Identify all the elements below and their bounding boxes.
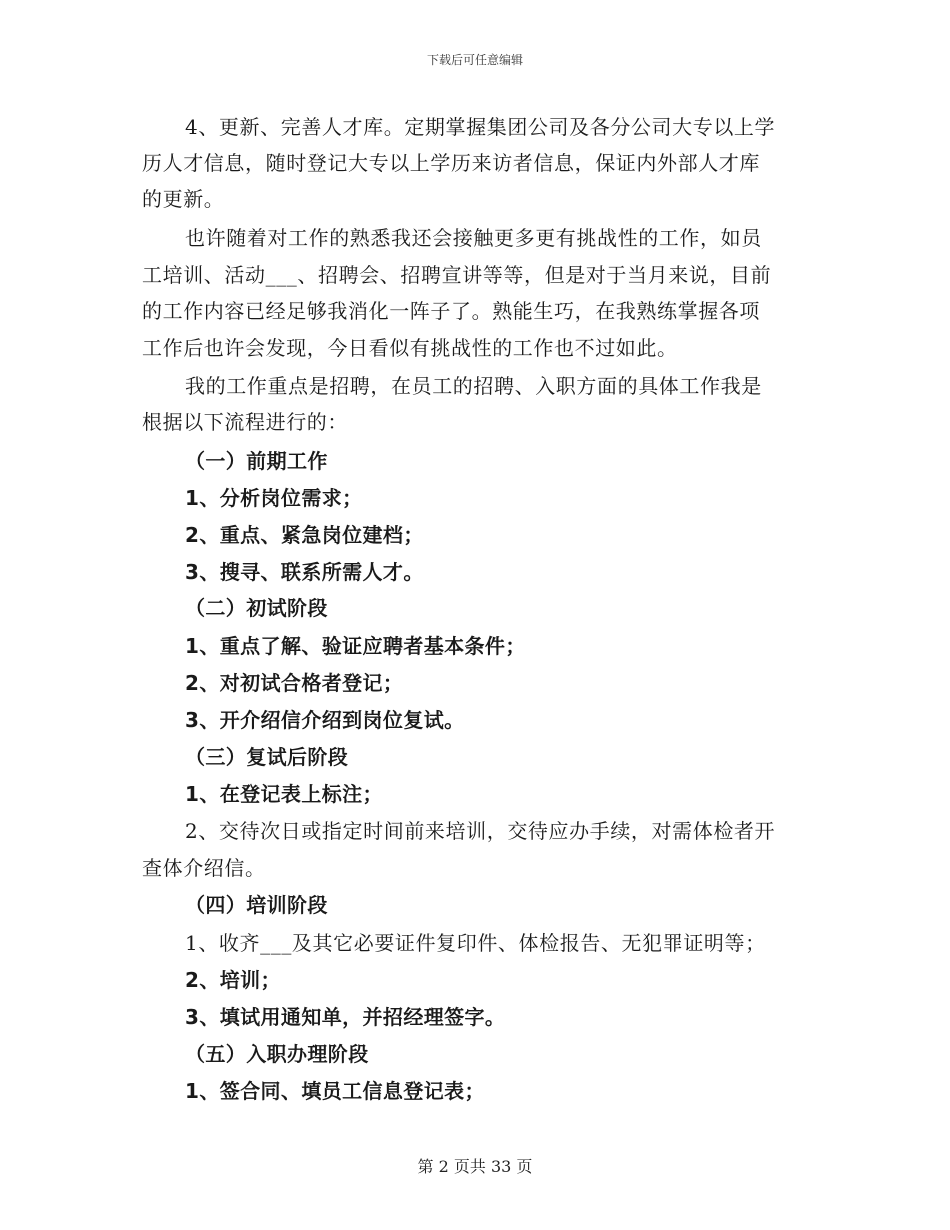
- section-heading: （四）培训阶段: [185, 893, 328, 917]
- paragraph-line: 工作后也许会发现，今日看似有挑战性的工作也不过如此。: [142, 336, 678, 360]
- list-item: 1、收齐___及其它必要证件复印件、体检报告、无犯罪证明等；: [185, 931, 766, 955]
- section-heading: （三）复试后阶段: [185, 745, 349, 769]
- page-footer: 第 2 页共 33 页: [417, 1157, 533, 1176]
- paragraph-line: 也许随着对工作的熟悉我还会接触更多更有挑战性的工作，如员: [185, 226, 762, 250]
- section-heading: （一）前期工作: [185, 449, 328, 473]
- list-item-continuation: 查体介绍信。: [142, 856, 266, 880]
- paragraph-line: 4、更新、完善人才库。定期掌握集团公司及各分公司大专以上学: [185, 115, 776, 139]
- list-item: 3、填试用通知单，并招经理签字。: [185, 1005, 506, 1029]
- list-item: 2、对初试合格者登记；: [185, 671, 404, 695]
- paragraph-line: 的工作内容已经足够我消化一阵子了。熟能生巧，在我熟练掌握各项: [142, 299, 760, 323]
- list-item: 2、交待次日或指定时间前来培训，交待应办手续，对需体检者开: [185, 819, 776, 843]
- paragraph-line: 历人才信息，随时登记大专以上学历来访者信息，保证内外部人才库: [142, 151, 760, 175]
- paragraph-line: 我的工作重点是招聘，在员工的招聘、入职方面的具体工作我是: [185, 374, 762, 398]
- list-item: 2、培训；: [185, 968, 281, 992]
- list-item: 1、重点了解、验证应聘者基本条件；: [185, 634, 526, 658]
- list-item: 1、签合同、填员工信息登记表；: [185, 1079, 485, 1103]
- list-item: 1、在登记表上标注；: [185, 782, 383, 806]
- paragraph-line: 的更新。: [142, 187, 225, 211]
- paragraph-line: 根据以下流程进行的：: [142, 410, 348, 434]
- paragraph-line: 工培训、活动___、招聘会、招聘宣讲等等，但是对于当月来说，目前: [142, 263, 772, 287]
- section-heading: （二）初试阶段: [185, 596, 328, 620]
- list-item: 1、分析岗位需求；: [185, 486, 363, 510]
- list-item: 2、重点、紧急岗位建档；: [185, 523, 424, 547]
- list-item: 3、开介绍信介绍到岗位复试。: [185, 708, 465, 732]
- page-header: 下载后可任意编辑: [426, 53, 523, 67]
- section-heading: （五）入职办理阶段: [185, 1042, 369, 1066]
- list-item: 3、搜寻、联系所需人才。: [185, 560, 424, 584]
